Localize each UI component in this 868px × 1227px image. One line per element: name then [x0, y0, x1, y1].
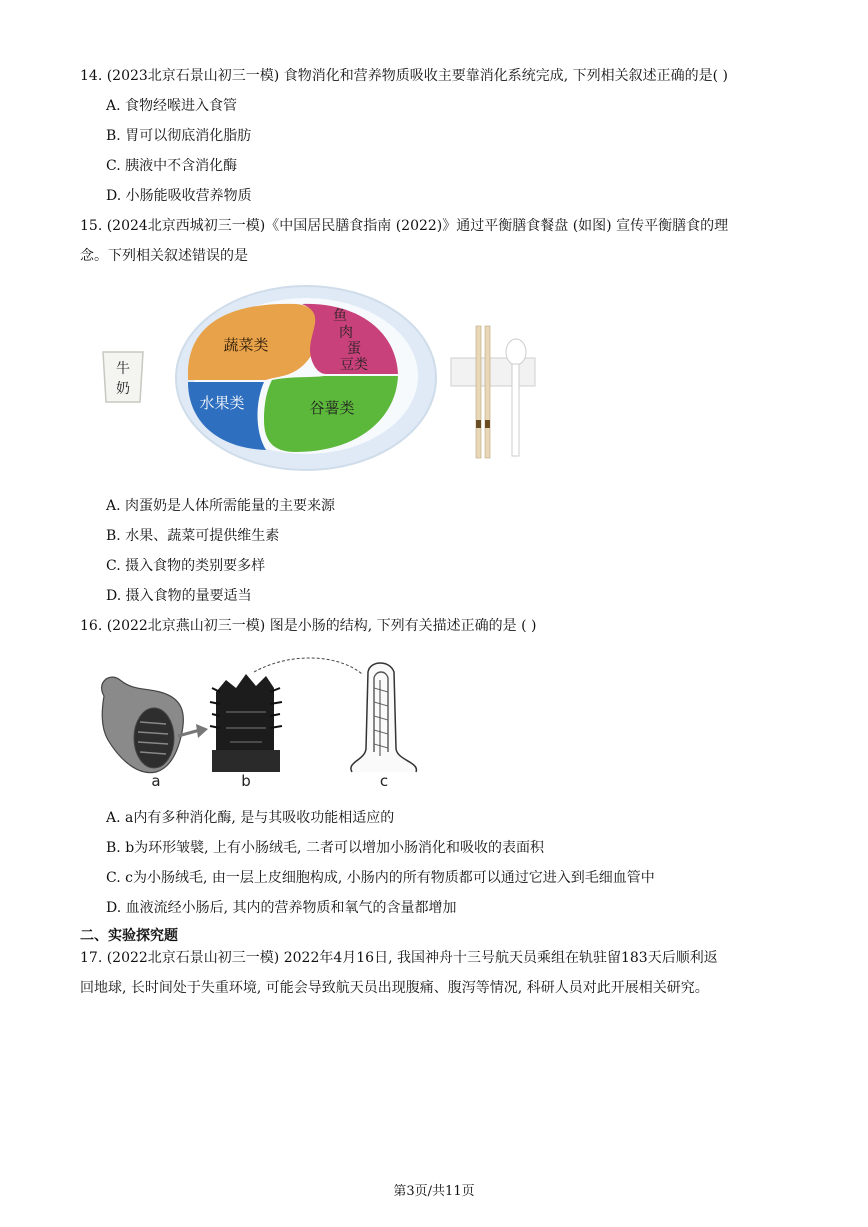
- zoom-arrow: [254, 658, 362, 674]
- milk-cup: [103, 352, 143, 402]
- label-protein-3: 蛋: [347, 341, 361, 357]
- label-grain: 谷薯类: [309, 399, 355, 417]
- chopsticks-and-spoon: [451, 326, 535, 458]
- figure-label-c: c: [379, 772, 389, 790]
- q14-option-a: A. 食物经喉进入食管: [106, 98, 238, 114]
- label-protein-4: 豆类: [340, 357, 368, 373]
- section-heading: 二、实验探究题: [80, 928, 178, 944]
- circular-fold: [210, 674, 282, 772]
- q16-option-c: C. c为小肠绒毛, 由一层上皮细胞构成, 小肠内的所有物质都可以通过它进入到毛细血管中: [106, 870, 655, 886]
- q15-option-b: B. 水果、蔬菜可提供维生素: [106, 528, 280, 544]
- label-fruit: 水果类: [199, 394, 245, 412]
- q15-stem-line2: 念。下列相关叙述错误的是: [80, 248, 248, 264]
- balanced-diet-plate-figure: [96, 280, 546, 480]
- segment-fruit: [188, 382, 266, 450]
- small-intestine-figure: [90, 652, 430, 792]
- q14-option-b: B. 胃可以彻底消化脂肪: [106, 128, 252, 144]
- milk-label-2: 奶: [116, 381, 130, 397]
- q15-option-a: A. 肉蛋奶是人体所需能量的主要来源: [106, 498, 336, 514]
- label-protein-1: 鱼: [333, 308, 347, 324]
- q14-stem: 14. (2023北京石景山初三一模) 食物消化和营养物质吸收主要靠消化系统完成, 下列相关叙述正确的是( ): [80, 68, 728, 84]
- label-vegetables: 蔬菜类: [223, 336, 269, 354]
- q16-stem: 16. (2022北京燕山初三一模) 图是小肠的结构, 下列有关描述正确的是 ( ): [80, 618, 537, 634]
- villus: [351, 663, 417, 772]
- q14-option-c: C. 胰液中不含消化酶: [106, 158, 238, 174]
- q15-stem-line1: 15. (2024北京西城初三一模)《中国居民膳食指南 (2022)》通过平衡膳食餐盘 (如图) 宣传平衡膳食的理: [80, 218, 729, 234]
- intestine-tube: [102, 677, 208, 772]
- q17-line2: 回地球, 长时间处于失重环境, 可能会导致航天员出现腹痛、腹泻等情况, 科研人员对此开展相关研究。: [80, 980, 709, 996]
- q16-option-a: A. a内有多种消化酶, 是与其吸收功能相适应的: [106, 810, 395, 826]
- figure-label-b: b: [241, 772, 251, 790]
- q16-option-d: D. 血液流经小肠后, 其内的营养物质和氧气的含量都增加: [106, 900, 457, 916]
- q15-option-c: C. 摄入食物的类别要多样: [106, 558, 266, 574]
- label-protein-2: 肉: [339, 325, 353, 341]
- q16-option-b: B. b为环形皱襞, 上有小肠绒毛, 二者可以增加小肠消化和吸收的表面积: [106, 840, 544, 856]
- q15-option-d: D. 摄入食物的量要适当: [106, 588, 252, 604]
- q17-line1: 17. (2022北京石景山初三一模) 2022年4月16日, 我国神舟十三号航天员乘组在轨驻留183天后顺利返: [80, 950, 718, 966]
- q14-option-d: D. 小肠能吸收营养物质: [106, 188, 252, 204]
- page-footer: 第3页/共11页: [393, 1184, 475, 1199]
- milk-label-1: 牛: [116, 361, 130, 377]
- figure-label-a: a: [151, 772, 161, 790]
